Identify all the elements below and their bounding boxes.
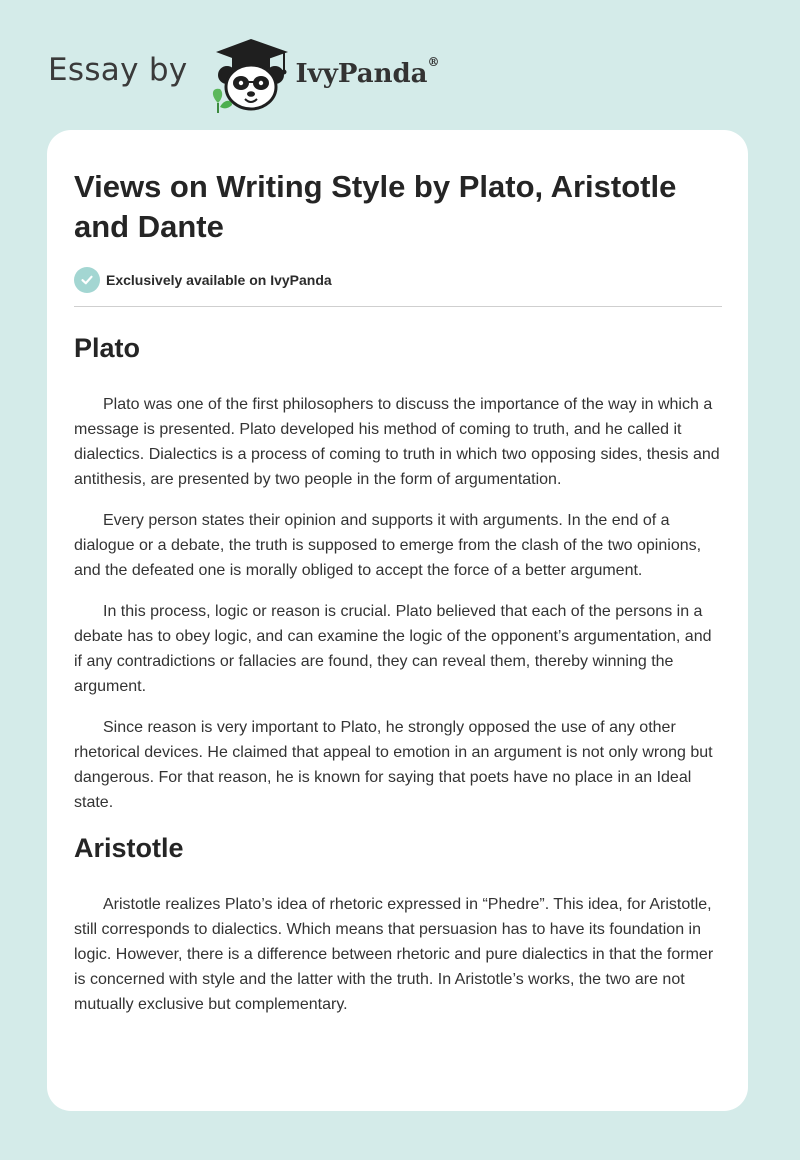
essay-card — [47, 130, 748, 1111]
brand-name — [295, 55, 440, 89]
panda-graduate-logo-icon — [204, 35, 294, 113]
section-heading-plato: Plato — [74, 333, 141, 363]
exclusive-label: Exclusively available on IvyPanda — [106, 272, 332, 288]
site-brand[interactable] — [48, 34, 440, 114]
paragraph: Since reason is very important to Plato, he strongly opposed the use of any other rhetorical devices. He claimed that appeal to emotion in an argument is not only wrong but dangerous. For that reason, he is known for saying that poets have no place in an Ideal state. — [74, 719, 713, 811]
paragraph: In this process, logic or reason is crucial. Plato believed that each of the persons in a debate has to obey logic, and can examine the logic of the opponent’s argumentation, and if any contradictions or fallacies are found, they can reveal them, thereby winning the argument. — [74, 603, 712, 695]
brand-name-text: IvyPanda — [295, 59, 428, 89]
paragraph: Aristotle realizes Plato’s idea of rhetoric expressed in “Phedre”. This idea, for Aristotle, still corresponds to dialectics. Which means that persuasion has to have its foundation in logic. However, there is a difference between rhetoric and pure dialectics in that the former is concerned with style and the latter with the truth. In Aristotle’s works, the two are not mutually exclusive but complementary. — [74, 896, 714, 1013]
divider — [74, 306, 722, 307]
registered-mark: ® — [427, 55, 440, 69]
brand-prefix: Essay by — [48, 52, 188, 88]
paragraph: Plato was one of the first philosophers to discuss the importance of the way in which a message is presented. Plato developed his method of coming to truth, and he called it dialectics. Dialectics is a process of coming to truth in which two opposing sides, thesis and antithesis, are presented by two people in the form of argumentation. — [74, 396, 720, 488]
paragraph: Every person states their opinion and supports it with arguments. In the end of a dialogue or a debate, the truth is supposed to emerge from the clash of the two opinions, and the defeated one is morally obliged to accept the force of a better argument. — [74, 512, 702, 579]
exclusive-badge — [74, 267, 722, 293]
check-icon — [74, 267, 100, 293]
section-heading-aristotle: Aristotle — [74, 833, 184, 863]
page-title: Views on Writing Style by Plato, Aristotle and Dante — [74, 169, 677, 244]
